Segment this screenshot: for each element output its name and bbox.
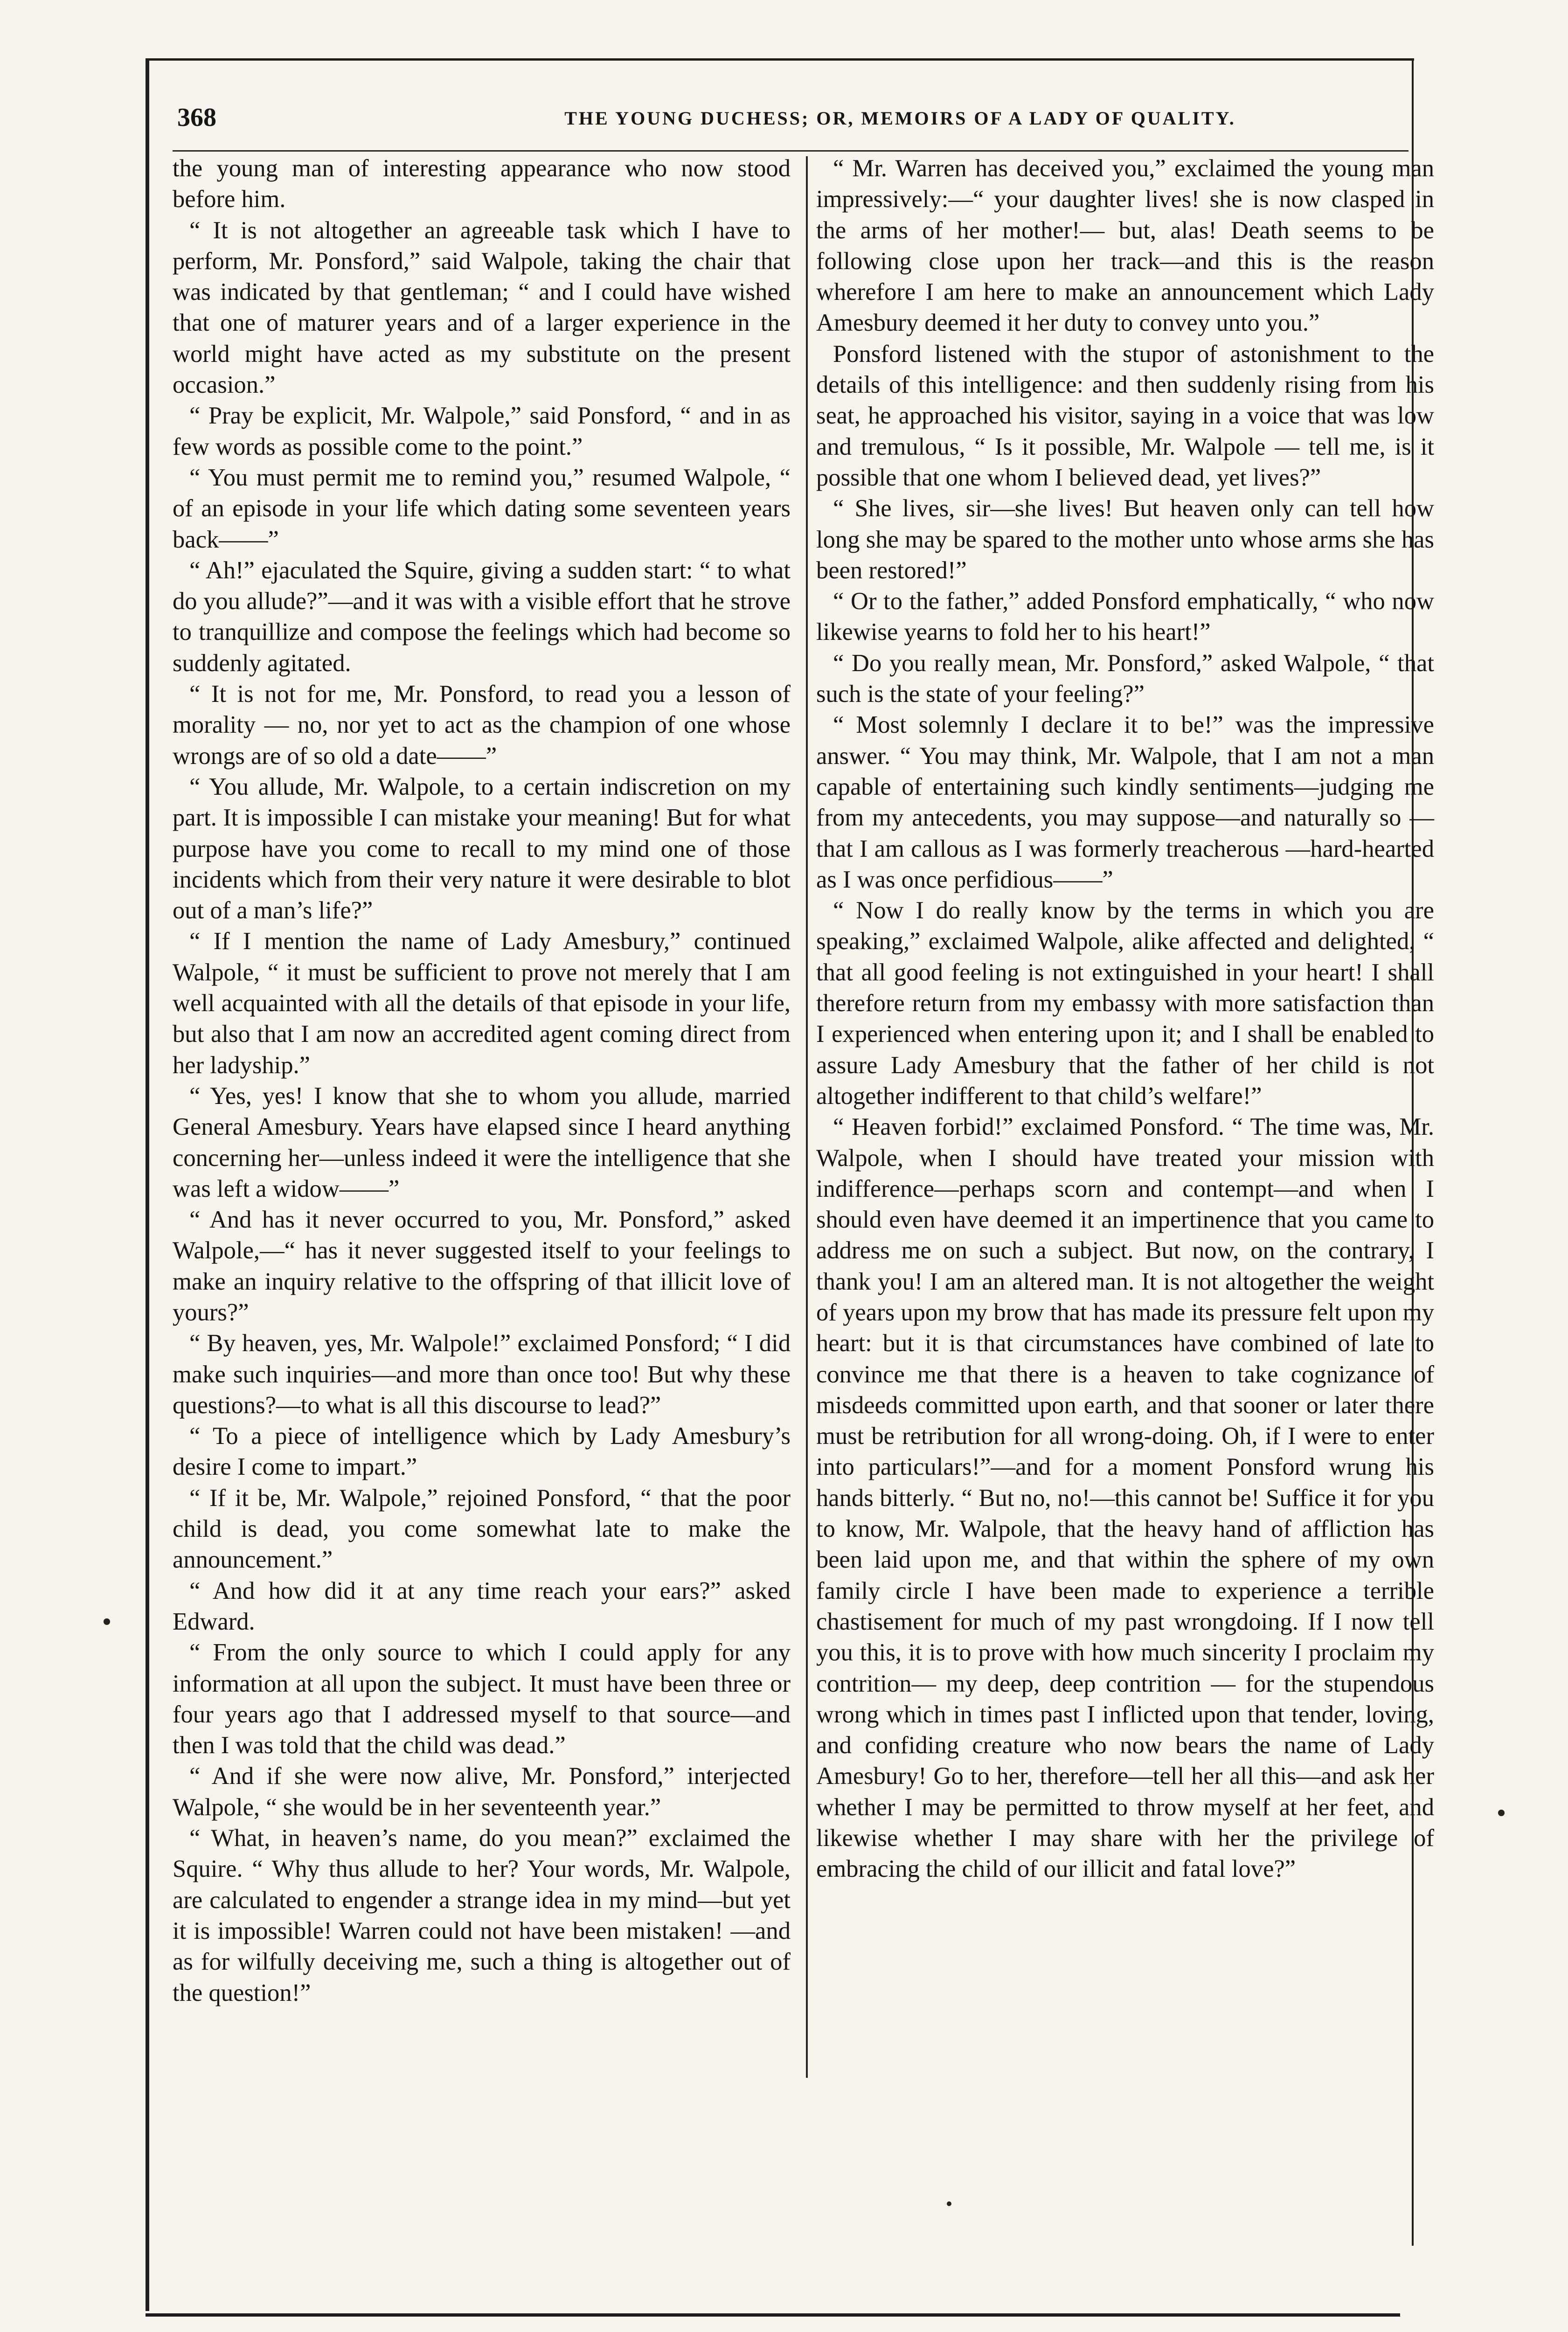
right-column [816,153,1434,1885]
paragraph: “ And how did it at any time reach your ears?” asked Edward. [173,1577,791,1635]
paragraph: “ What, in heaven’s name, do you mean?” exclaimed the Squire. “ Why thus allude to her? Your words, Mr. Walpole, are calculated to engender a strange idea in my mind—but yet it is impossible! Warren could not have been mistaken! —and as for wilfully deceiving me, such a thing is altogether out of the question!” [173,1825,791,2006]
margin-dot-left [104,1618,110,1625]
running-head: THE YOUNG DUCHESS; OR, MEMOIRS OF A LADY OF QUALITY. [564,108,1236,129]
paragraph: “ To a piece of intelligence which by Lady Amesbury’s desire I come to impart.” [173,1423,791,1481]
paragraph: “ If I mention the name of Lady Amesbury,” continued Walpole, “ it must be sufficient to prove not merely that I am well acquainted with all the details of that episode in your life, but also that I am now an accredited agent coming direct from her ladyship.” [173,928,791,1079]
left-column [173,153,791,2008]
paragraph: “ Now I do really know by the terms in which you are speaking,” exclaimed Walpole, alike affected and delighted, “ that all good feeling is not extinguished in your heart! I shall therefore return from my embassy with more satisfaction than I experienced when entering upon it; and I shall be enabled to assure Lady Amesbury that the father of her child is not altogether indifferent to that child’s welfare!” [816,897,1434,1110]
paragraph: “ Or to the father,” added Ponsford emphatically, “ who now likewise yearns to fold her to his heart!” [816,588,1434,646]
paragraph: “ It is not altogether an agreeable task which I have to perform, Mr. Ponsford,” said Walpole, taking the chair that was indicated by that gentleman; “ and I could have wished that one of maturer years and of a larger experience in the world might have acted as my substitute on the present occasion.” [173,216,791,399]
column-divider [806,156,808,2078]
paragraph: “ You allude, Mr. Walpole, to a certain indiscretion on my part. It is impossible I can mistake your meaning! But for what purpose have you come to recall to my mind one of those incidents which from their very nature it were desirable to blot out of a man’s life?” [173,773,791,924]
bottom-rule [146,2313,1400,2317]
header-rule [173,150,1408,152]
page-frame-top [146,58,1414,61]
paragraph: “ And has it never occurred to you, Mr. Ponsford,” asked Walpole,—“ has it never suggested itself to your feelings to make an inquiry relative to the offspring of that illicit love of yours?” [173,1206,791,1326]
page-number: 368 [177,103,216,132]
paragraph: “ If it be, Mr. Walpole,” rejoined Ponsford, “ that the poor child is dead, you come somewhat late to make the announcement.” [173,1484,791,1574]
paragraph: “ Heaven forbid!” exclaimed Ponsford. “ The time was, Mr. Walpole, when I should have treated your mission with indifference—perhaps scorn and contempt—and when I should even have deemed it an impertinence that you came to address me on such a subject. But now, on the contrary, I thank you! I am an altered man. It is not altogether the weight of years upon my brow that has made its pressure felt upon my heart: but it is that circumstances have combined of late to convince me that there is a heaven to take cognizance of misdeeds committed upon earth, and that sooner or later there must be retribution for all wrong-doing. Oh, if I were to enter into particulars!”—and for a moment Ponsford wrung his hands bitterly. “ But no, no!—this cannot be! Suffice it for you to know, Mr. Walpole, that the heavy hand of affliction has been laid upon me, and that within the sphere of my own family circle I have been made to experience a terrible chastisement for much of my past wrongdoing. If I now tell you this, it is to prove with how much sincerity I proclaim my contrition— my deep, deep contrition — for the stupendous wrong which in times past I inflicted upon that tender, loving, and confiding creature who now bears the name of Lady Amesbury! Go to her, therefore—tell her all this—and ask her whether I may be permitted to throw myself at her feet, and likewise whether I may share with her the privilege of embracing the child of our illicit and fatal love?” [816,1113,1434,1883]
paragraph: “ It is not for me, Mr. Ponsford, to read you a lesson of morality — no, nor yet to act as the champion of one whose wrongs are of so old a date——” [173,680,791,770]
paragraph: the young man of interesting appearance who now stood before him. [173,155,791,213]
paragraph: Ponsford listened with the stupor of astonishment to the details of this intelligence: and then suddenly rising from his seat, he approached his visitor, saying in a voice that was low and tremulous, “ Is it possible, Mr. Walpole — tell me, is it possible that one whom I believed dead, yet lives?” [816,340,1434,491]
paragraph: “ Mr. Warren has deceived you,” exclaimed the young man impressively:—“ your daughter lives! she is now clasped in the arms of her mother!— but, alas! Death seems to be following close upon her track—and this is the reason wherefore I am here to make an announcement which Lady Amesbury deemed it her duty to convey unto you.” [816,155,1434,337]
paragraph: “ And if she were now alive, Mr. Ponsford,” interjected Walpole, “ she would be in her seventeenth year.” [173,1763,791,1821]
margin-dot-right [1498,1810,1505,1816]
paragraph: “ Pray be explicit, Mr. Walpole,” said Ponsford, “ and in as few words as possible come to the point.” [173,402,791,460]
paragraph: “ She lives, sir—she lives! But heaven only can tell how long she may be spared to the mother unto whose arms she has been restored!” [816,495,1434,584]
paragraph: “ By heaven, yes, Mr. Walpole!” exclaimed Ponsford; “ I did make such inquiries—and more than once too! But why these questions?—to what is all this discourse to lead?” [173,1330,791,1419]
paragraph: “ You must permit me to remind you,” resumed Walpole, “ of an episode in your life which dating some seventeen years back——” [173,464,791,553]
paragraph: “ Do you really mean, Mr. Ponsford,” asked Walpole, “ that such is the state of your feeling?” [816,649,1434,708]
paragraph: “ Yes, yes! I know that she to whom you allude, married General Amesbury. Years have elapsed since I heard anything concerning her—unless indeed it were the intelligence that she was left a widow——” [173,1082,791,1202]
margin-dot-bottom [947,2201,951,2206]
paragraph: “ Most solemnly I declare it to be!” was the impressive answer. “ You may think, Mr. Walpole, that I am not a man capable of entertaining such kindly sentiments—judging me from my antecedents, you may suppose—and naturally so —that I am callous as I was formerly treacherous —hard-hearted as I was once perfidious——” [816,711,1434,893]
page-frame-left [146,58,149,2311]
paragraph: “ Ah!” ejaculated the Squire, giving a sudden start: “ to what do you allude?”—and it was with a visible effort that he strove to tranquillize and compose the feelings which had become so suddenly agitated. [173,556,791,677]
paragraph: “ From the only source to which I could apply for any information at all upon the subject. It must have been three or four years ago that I addressed myself to that source—and then I was told that the child was dead.” [173,1639,791,1759]
